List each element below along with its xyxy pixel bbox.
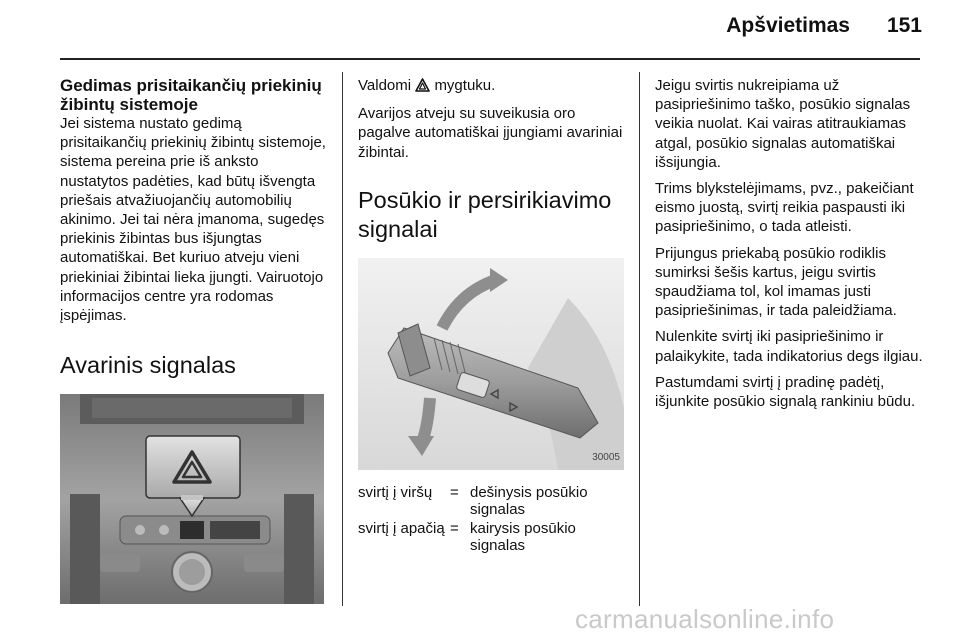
heading-hazard-warning: Avarinis signalas (60, 352, 236, 379)
paragraph: Nulenkite svirtį iki pasipriešinimo ir palaikykite, tada indikatorius degs ilgiau. (655, 328, 923, 365)
section-body-afl-failure: Jei sistema nustato gedimą prisitaikančių priekinių žibintų sistemoje, sistema pereina prie iš anksto nustatytos padėties, kad būtų išvengta priešais atvažiuojančių automobilių akinimo. Jei tai nėra įmanoma, sugedęs priekinis žibintas bus išjungtas automatiškai. Bet kuriuo atveju vieni priekiniai žibintai lieka įjungti. Vairuotojo informacijos centre yra rodomas įspėjimas. (60, 115, 326, 325)
valdomi-text (358, 76, 626, 97)
paragraph: Prijungus priekabą posūkio rodiklis sumirksi šešis kartus, jeigu svirtis spaudžiama tol, kol imamas justi pasipriešinimas, ir tada paleidžiama. (655, 244, 897, 320)
column-divider-right (639, 72, 640, 606)
header-rule (60, 58, 920, 60)
right-column (655, 76, 925, 418)
hazard-dashboard-illustration (60, 394, 324, 604)
hazard-auto-text: Avarijos atveju su suveikusia oro pagalve automatiškai įjungiami avariniai žibintai. (358, 105, 623, 161)
paragraph: Pastumdami svirtį į pradinę padėtį, išjunkite posūkio signalą rankiniu būdu. (655, 373, 916, 411)
turn-lever-figure (358, 258, 624, 470)
left-column (60, 76, 328, 604)
valdomi-prefix: Valdomi (358, 77, 412, 94)
middle-column (358, 76, 626, 556)
valdomi-suffix: mygtuku. (434, 77, 496, 94)
legend-row (358, 484, 626, 519)
legend-term: svirtį į apačią (358, 519, 445, 537)
heading-turn-signals: Posūkio ir persirikiavimo signalai (358, 186, 612, 242)
turn-lever-illustration (358, 258, 624, 470)
paragraph: Jeigu svirtis nukreipiama už pasipriešinimo taško, posūkio signalas veikia nuolat. Kai vairas atitraukiamas atgal, posūkio signalas automatiškai išsijungia. (655, 77, 911, 171)
column-divider-left (342, 72, 343, 606)
legend-row (358, 520, 626, 555)
hazard-button-figure (60, 394, 324, 604)
legend-term: svirtį į viršų (358, 483, 433, 501)
page-number: 151 (886, 14, 922, 37)
header-title: Apšvietimas (726, 14, 850, 37)
watermark: carmanualsonline.info (575, 604, 835, 634)
turn-signal-legend (358, 484, 626, 555)
section-heading-afl-failure: Gedimas prisitaikančių priekinių žibintų sistemoje (60, 76, 322, 114)
legend-equals: = (450, 519, 459, 537)
figure-number: 30005 (592, 451, 620, 463)
paragraph: Trims blykstelėjimams, pvz., pakeičiant eismo juostą, svirtį reikia paspausti iki pasipriešinimo, o tada atleisti. (655, 180, 914, 236)
legend-equals: = (450, 483, 459, 501)
hazard-warning-triangle-icon (415, 78, 430, 97)
legend-definition: dešinysis posūkio signalas (470, 483, 588, 519)
legend-definition: kairysis posūkio signalas (470, 519, 576, 555)
